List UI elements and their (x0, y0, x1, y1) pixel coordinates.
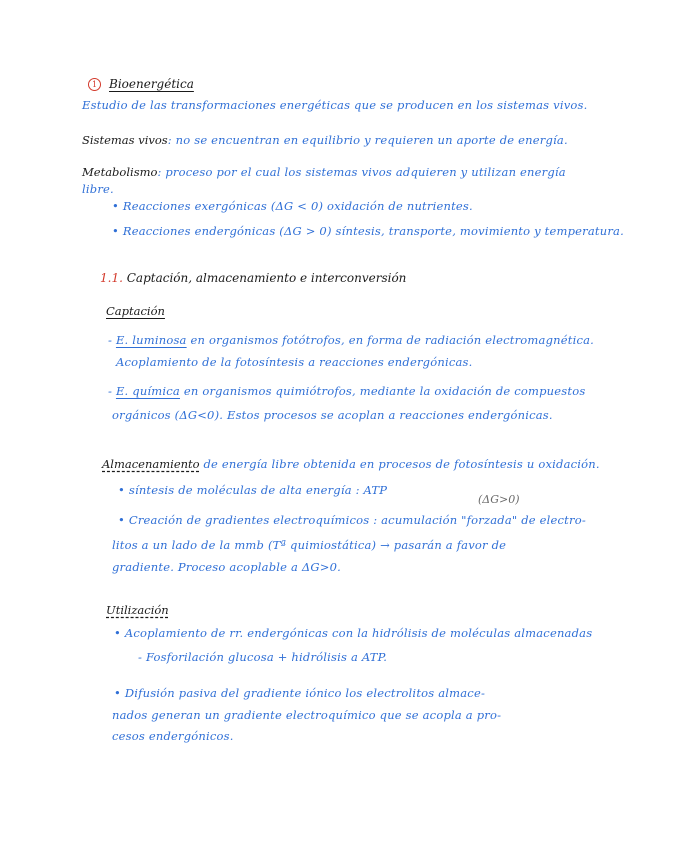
section-label: Captación, almacenamiento e interconversión (126, 271, 407, 285)
intro-line: Estudio de las transformaciones energéticas que se producen en los sistemas vivos. (82, 98, 588, 112)
section-heading (100, 272, 406, 284)
quimica-line (108, 386, 585, 398)
quimica-cont: orgánicos (ΔG<0). Estos procesos se acoplan a reacciones endergónicas. (112, 408, 553, 422)
utilizacion-bullet-difusion: • Difusión pasiva del gradiente iónico los electrolitos almace- (114, 686, 486, 700)
title (88, 78, 194, 91)
luminosa-term: E. luminosa (115, 333, 187, 347)
almacenamiento-line (102, 455, 600, 471)
almacenamiento-cont2: gradiente. Proceso acoplable a ΔG>0. (112, 560, 342, 574)
utilizacion-heading: Utilización (106, 603, 169, 617)
utilizacion-cont2: cesos endergónicos. (112, 729, 234, 743)
sistemas-line (82, 131, 568, 147)
metabolismo-term: Metabolismo (82, 165, 158, 179)
quimica-text: en organismos quimiótrofos, mediante la oxidación de compuestos (180, 384, 586, 398)
almacenamiento-bullet-atp: • síntesis de moléculas de alta energía : ATP (118, 483, 388, 497)
sistemas-term: Sistemas vivos (82, 133, 168, 147)
captacion-heading: Captación (106, 304, 165, 318)
almacenamiento-bullet-gradientes: • Creación de gradientes electroquímicos : acumulación "forzada" de electro- (118, 513, 586, 527)
bullet-exergonicas: • Reacciones exergónicas (ΔG < 0) oxidación de nutrientes. (112, 199, 473, 213)
utilizacion-bullet-acoplamiento: • Acoplamiento de rr. endergónicas con la hidrólisis de moléculas almacenadas (114, 626, 593, 640)
section-number: 1.1. (100, 271, 123, 285)
luminosa-prefix: - (108, 333, 116, 347)
sistemas-text: : no se encuentran en equilibrio y requieren un aporte de energía. (167, 133, 568, 147)
section-number-badge: 1 (88, 78, 101, 91)
luminosa-line (108, 335, 594, 347)
utilizacion-sub-fosforilacion: - Fosforilación glucosa + hidrólisis a ATP. (138, 650, 388, 664)
almacenamiento-text: de energía libre obtenida en procesos de fotosíntesis u oxidación. (199, 457, 600, 471)
bullet-endergonicas: • Reacciones endergónicas (ΔG > 0) síntesis, transporte, movimiento y temperatura. (112, 224, 624, 238)
almacenamiento-annotation: (ΔG>0) (478, 493, 520, 506)
metabolismo-text: : proceso por el cual los sistemas vivos adquieren y utilizan energía (157, 165, 566, 179)
quimica-term: E. química (115, 384, 180, 398)
almacenamiento-cont1: litos a un lado de la mmb (Tª quimiostática) → pasarán a favor de (112, 538, 507, 552)
metabolismo-cont: libre. (82, 182, 114, 196)
utilizacion-cont1: nados generan un gradiente electroquímico que se acopla a pro- (112, 708, 502, 722)
almacenamiento-term: Almacenamiento (102, 457, 200, 471)
luminosa-text: en organismos fotótrofos, en forma de radiación electromagnética. (186, 333, 595, 347)
luminosa-cont: Acoplamiento de la fotosíntesis a reacciones endergónicas. (116, 355, 473, 369)
quimica-prefix: - (108, 384, 116, 398)
metabolismo-line (82, 163, 566, 179)
title-label: Bioenergética (109, 77, 194, 91)
